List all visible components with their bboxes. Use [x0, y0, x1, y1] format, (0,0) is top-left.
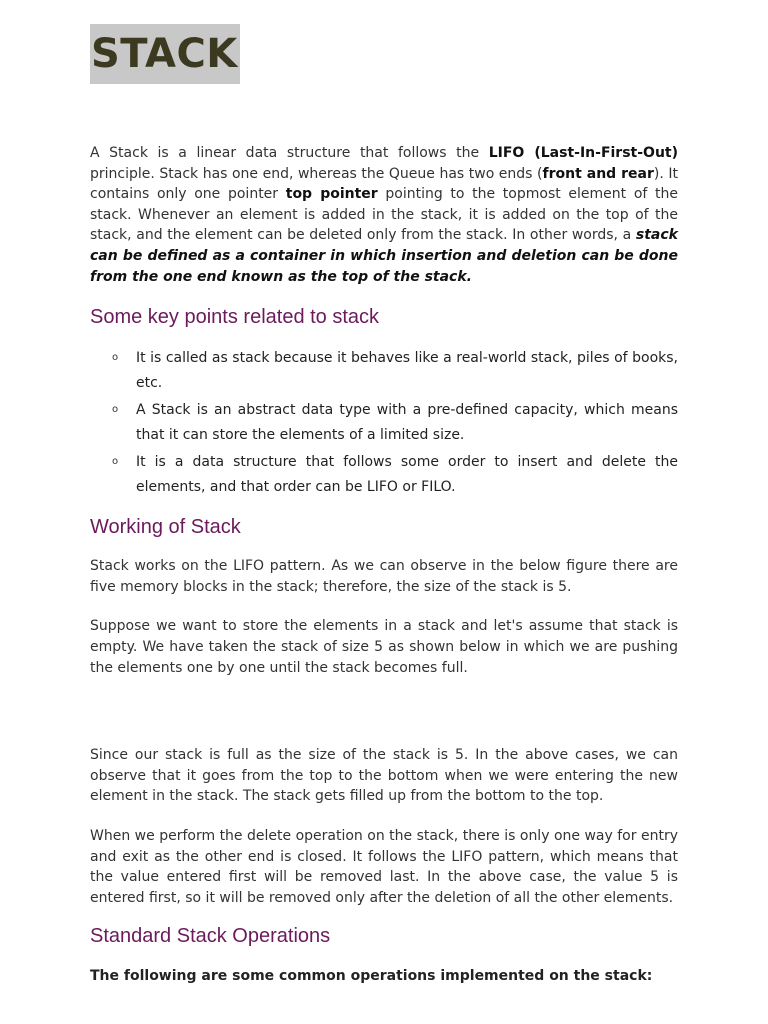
key-points-list: [90, 346, 678, 499]
page-title: STACK: [90, 24, 240, 84]
intro-bold-italic-definition: stack can be defined as a container in which insertion and deletion can be done from the one end known as the top of the stack.: [90, 227, 678, 285]
intro-text-2: principle. Stack has one end, whereas the Queue has two ends (: [90, 165, 543, 182]
intro-bold-front-rear: front and rear: [542, 165, 654, 182]
bullet-circle-icon: o: [112, 352, 119, 364]
working-paragraph-1: Stack works on the LIFO pattern. As we can observe in the below figure there are five memory blocks in the stack; therefore, the size of the stack is 5.: [90, 558, 678, 595]
intro-paragraph: [90, 143, 678, 287]
bullet-circle-icon: o: [112, 456, 119, 468]
working-paragraph-2: Suppose we want to store the elements in a stack and let's assume that stack is empty. We have taken the stack of size 5 as shown below in which we are pushing the elements one by one until the stack becomes full.: [90, 618, 678, 676]
list-item: [90, 346, 678, 395]
intro-text-3: ). It contains only one pointer: [90, 165, 679, 203]
intro-text-4: pointing to the topmost element of the stack. Whenever an element is added in the stack, it is added on the top of the stack, and the element can be deleted only from the stack. In other words, a: [90, 186, 678, 244]
working-paragraph-4: When we perform the delete operation on the stack, there is only one way for entry and exit as the other end is closed. It follows the LIFO pattern, which means that the value entered first will be removed last. In the above case, the value 5 is entered first, so it will be removed only after the deletion of all the other elements.: [90, 827, 678, 906]
list-item-text: A Stack is an abstract data type with a pre-defined capacity, which means that it can store the elements of a limited size.: [136, 402, 678, 443]
list-item: [90, 398, 678, 447]
section-heading-key-points: Some key points related to stack: [90, 306, 380, 329]
intro-text-1: A Stack is a linear data structure that follows the: [90, 145, 489, 161]
list-item: [90, 450, 678, 499]
operations-lead-text: The following are some common operations implemented on the stack:: [90, 968, 653, 985]
bullet-circle-icon: o: [112, 404, 119, 416]
section-heading-working: Working of Stack: [90, 516, 241, 539]
section-heading-operations: Standard Stack Operations: [90, 925, 331, 948]
list-item-text: It is called as stack because it behaves like a real-world stack, piles of books, etc.: [136, 350, 678, 391]
document-page: [90, 24, 678, 986]
intro-bold-lifo: LIFO (Last-In-First-Out): [488, 145, 678, 161]
working-paragraph-3: Since our stack is full as the size of the stack is 5. In the above cases, we can observe that it goes from the top to the bottom when we were entering the new element in the stack. The stack gets filled up from the bottom to the top.: [90, 747, 678, 805]
list-item-text: It is a data structure that follows some order to insert and delete the elements, and that order can be LIFO or FILO.: [136, 454, 678, 495]
intro-bold-top-pointer: top pointer: [285, 186, 378, 203]
